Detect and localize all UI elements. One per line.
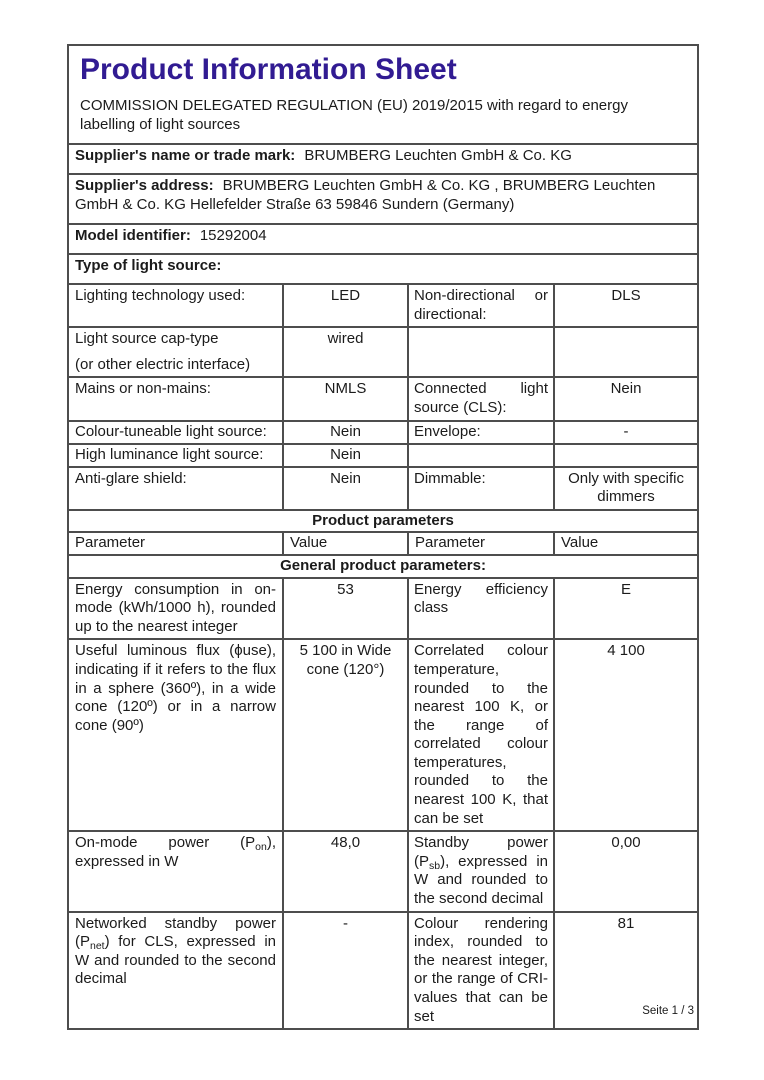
value-cell <box>554 327 698 377</box>
table-row <box>68 444 698 467</box>
param-cell: Lighting technology used: <box>68 284 283 327</box>
supplier-name-value: BRUMBERG Leuchten GmbH & Co. KG <box>304 147 572 164</box>
value-cell: 81 <box>554 912 698 1030</box>
value-cell: - <box>283 912 408 1030</box>
table-row <box>68 421 698 444</box>
value-cell: DLS <box>554 284 698 327</box>
subscript-text: sb <box>429 859 441 872</box>
param-cell: Anti-glare shield: <box>68 467 283 510</box>
product-info-sheet <box>67 44 699 1030</box>
param-cell: Colour rendering index, rounded to the nearest integer, or the range of CRI-values that can be set <box>408 912 554 1030</box>
value-cell: Nein <box>283 467 408 510</box>
column-header: Parameter <box>408 532 554 555</box>
param-cell: High luminance light source: <box>68 444 283 467</box>
type-of-light-source-row <box>68 254 698 284</box>
param-cell: Networked standby power $(P_{net})$ for CLS, expressed in W and rounded to the second decimal <box>68 912 283 1030</box>
value-cell: Only with specific dimmers <box>554 467 698 510</box>
value-cell: NMLS <box>283 377 408 421</box>
param-cell: Colour-tuneable light source: <box>68 421 283 444</box>
param-cell <box>408 444 554 467</box>
param-cell: Energy consumption in on-mode (kWh/1000 h), rounded up to the nearest integer <box>68 578 283 640</box>
param-cell: Energy efficiency class <box>408 578 554 640</box>
supplier-name-label: Supplier's name or trade mark: <box>75 147 296 164</box>
param-cell: Standby power $(P_{sb})$, expressed in W and rounded to the second decimal <box>408 831 554 911</box>
value-cell: 48,0 <box>283 831 408 911</box>
param-cell: Envelope: <box>408 421 554 444</box>
table-row <box>68 284 698 327</box>
table-row <box>68 912 698 1030</box>
column-header: Value <box>283 532 408 555</box>
page-number: Seite 1 / 3 <box>642 1005 694 1017</box>
table-row <box>68 831 698 911</box>
table-row <box>68 578 698 640</box>
value-cell: Nein <box>554 377 698 421</box>
column-header: Value <box>554 532 698 555</box>
product-parameters-header: Product parameters <box>68 510 698 533</box>
value-cell: Nein <box>283 444 408 467</box>
title-cell <box>68 45 698 144</box>
value-cell: LED <box>283 284 408 327</box>
column-header: Parameter <box>68 532 283 555</box>
param-cell: On-mode power $(P_{on})$, expressed in W <box>68 831 283 911</box>
value-cell: E <box>554 578 698 640</box>
value-cell: 53 <box>283 578 408 640</box>
value-cell: 0,00 <box>554 831 698 911</box>
param-cell: Dimmable: <box>408 467 554 510</box>
title-row <box>68 45 698 144</box>
column-header-row <box>68 532 698 555</box>
value-cell <box>554 444 698 467</box>
type-of-light-source-label: Type of light source: <box>75 257 222 274</box>
param-cell <box>68 327 283 377</box>
supplier-address-value: BRUMBERG Leuchten GmbH & Co. KG , BRUMBERG Leuchten GmbH & Co. KG Hellefelder Straße 63 59846 Sundern (Germany) <box>75 177 656 213</box>
param-line: Light source cap-type <box>75 330 219 348</box>
subscript-text: on <box>255 841 267 854</box>
model-identifier-label: Model identifier: <box>75 227 191 244</box>
table-row <box>68 639 698 831</box>
value-cell: 5 100 in Wide cone (120°) <box>283 639 408 831</box>
param-cell: Mains or non-mains: <box>68 377 283 421</box>
value-cell: - <box>554 421 698 444</box>
param-cell <box>408 327 554 377</box>
value-cell: Nein <box>283 421 408 444</box>
model-identifier-row <box>68 224 698 254</box>
table-row <box>68 327 698 377</box>
value-cell: 4 100 <box>554 639 698 831</box>
param-cell: Non-directional or directional: <box>408 284 554 327</box>
table-row <box>68 467 698 510</box>
param-cell: Connected light source (CLS): <box>408 377 554 421</box>
param-cell: Useful luminous flux (ϕuse), indicating if it refers to the flux in a sphere (360º), in a wide cone (120º) or in a narrow cone (90º) <box>68 639 283 831</box>
supplier-address-row <box>68 174 698 224</box>
subscript-text: net <box>90 940 105 953</box>
param-line: (or other electric interface) <box>75 355 251 373</box>
general-parameters-header: General product parameters: <box>68 555 698 578</box>
supplier-address-label: Supplier's address: <box>75 177 214 194</box>
model-identifier-value: 15292004 <box>199 227 267 244</box>
page-title: Product Information Sheet <box>80 53 457 86</box>
table-row <box>68 377 698 421</box>
supplier-name-row <box>68 144 698 174</box>
value-cell: wired <box>283 327 408 377</box>
param-cell: Correlated colour temperature, rounded to the nearest 100 K, or the range of correlated colour temperatures, rounded to the nearest 100 K, that can be set <box>408 639 554 831</box>
regulation-subtitle: COMMISSION DELEGATED REGULATION (EU) 2019/2015 with regard to energy labelling of light sources <box>80 97 628 133</box>
